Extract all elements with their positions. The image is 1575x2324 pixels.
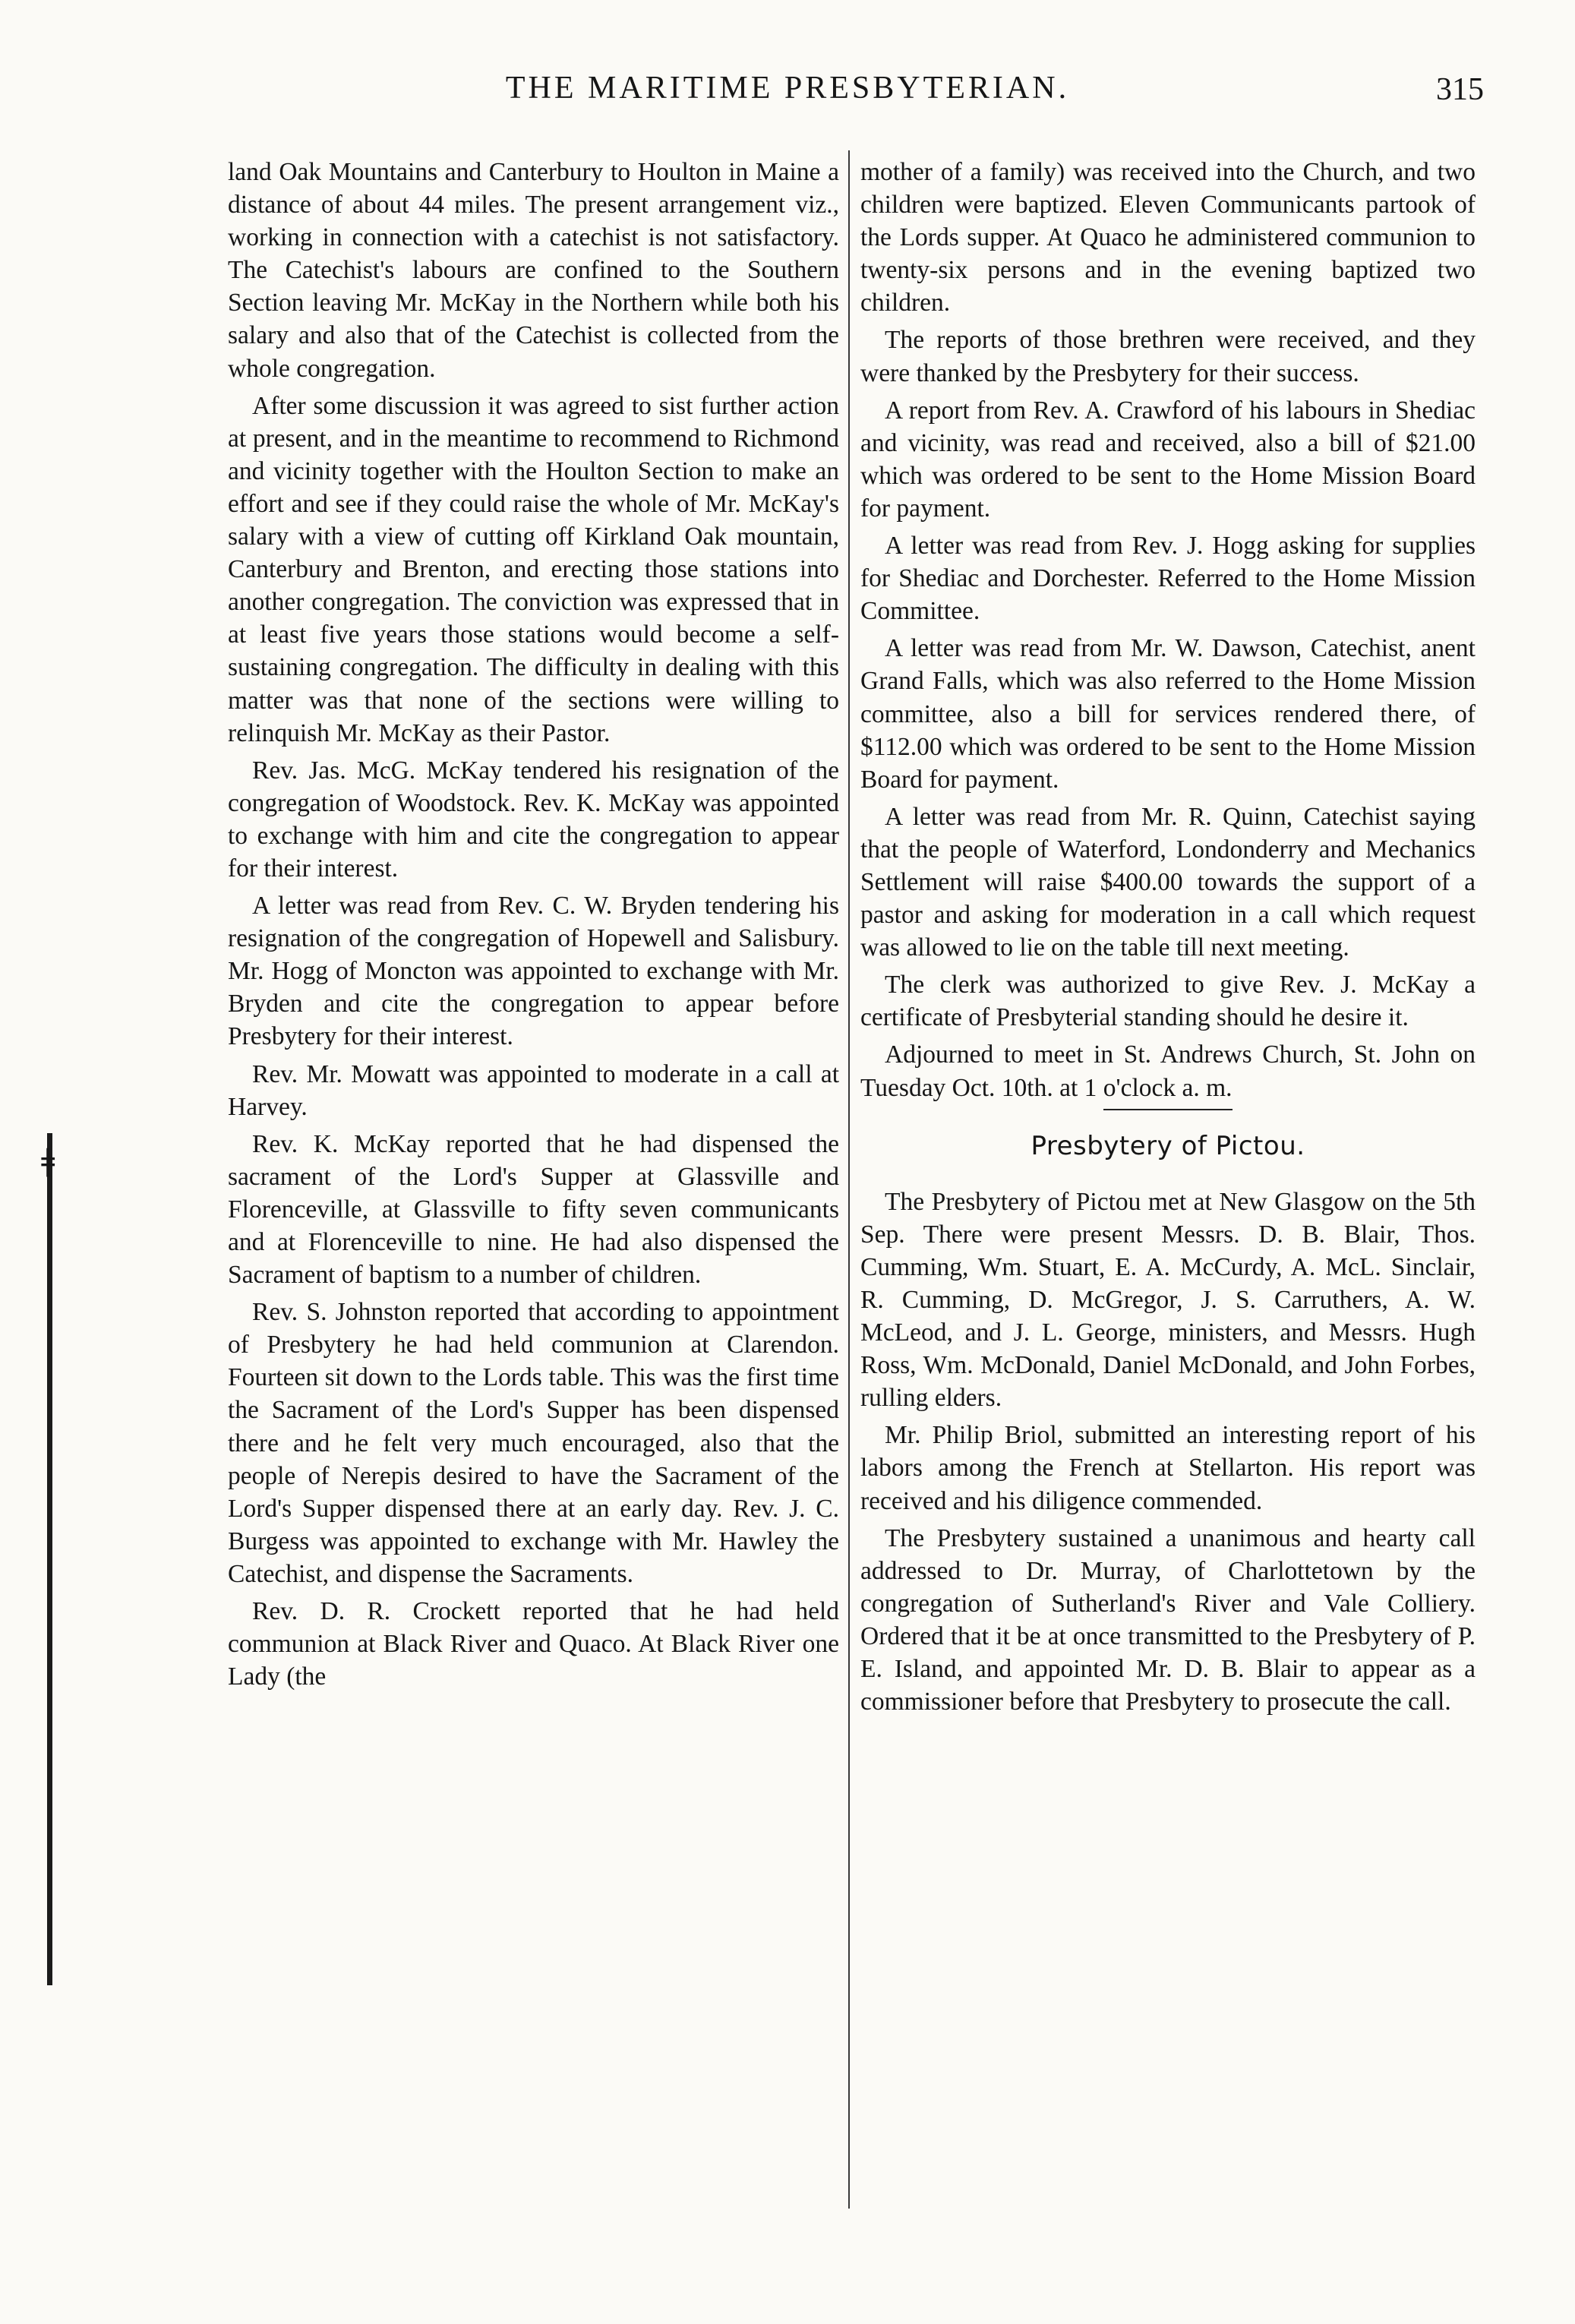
margin-pencil-mark: ǂ [41, 1143, 55, 1178]
paragraph: Rev. S. Johnston reported that according to appointment of Presbytery he had held communion at Clarendon. Fourteen sit down to the Lords table. This was the first time the Sacrament of the Lord's Supper has been dispensed there and he felt very much encouraged, also that the people of Nerepis desired to have the Sacrament of the Lord's Supper dispensed there at an early day. Rev. J. C. Burgess was appointed to exchange with Mr. Hawley the Catechist, and dispense the Sacraments. [228, 1298, 839, 1588]
left-column [228, 156, 839, 1697]
section-heading: Presbytery of Pictou. [1031, 1130, 1305, 1161]
right-column [860, 156, 1476, 1722]
paragraph: Adjourned to meet in St. Andrews Church, St. John on Tuesday Oct. 10th. at 1 o'clock a. m. [860, 1040, 1476, 1102]
paragraph: A letter was read from Mr. W. Dawson, Catechist, anent Grand Falls, which was also referred to the Home Mission committee, also a bill for services rendered there, of $112.00 which was ordered to be sent to the Home Mission Board for payment. [860, 634, 1476, 794]
paragraph: Rev. Mr. Mowatt was appointed to moderate in a call at Harvey. [228, 1059, 839, 1121]
margin-marker-bar [47, 1133, 52, 1985]
paragraph: Rev. K. McKay reported that he had dispensed the sacrament of the Lord's Supper at Glassville and Florenceville, at Glassville to fifty seven communicants and at Florenceville to nine. He had also dispensed the Sacrament of baptism to a number of children. [228, 1129, 839, 1290]
paragraph: land Oak Mountains and Canterbury to Houlton in Maine a distance of about 44 miles. The present arrangement viz., working in connection with a catechist is not satisfactory. The Catechist's labours are confined to the Southern Section leaving Mr. McKay in the Northern while both his salary and also that of the Catechist is collected from the whole congregation. [228, 158, 839, 383]
page-header [0, 70, 1575, 115]
paragraph: Mr. Philip Briol, submitted an interesting report of his labors among the French at Stellarton. His report was received and his diligence commended. [860, 1421, 1476, 1515]
page-number: 315 [1436, 72, 1484, 107]
paragraph: The Presbytery sustained a unanimous and hearty call addressed to Dr. Murray, of Charlottetown by the congregation of Sutherland's River and Vale Colliery. Ordered that it be at once transmitted to the Presbytery of P. E. Island, and appointed Mr. D. B. Blair to appear as a commissioner before that Presbytery to prosecute the call. [860, 1524, 1476, 1716]
paragraph: Rev. D. R. Crockett reported that he had held communion at Black River and Quaco. At Black River one Lady (the [228, 1597, 839, 1691]
paragraph: A letter was read from Rev. J. Hogg asking for supplies for Shediac and Dorchester. Referred to the Home Mission Committee. [860, 532, 1476, 626]
section-divider [1103, 1109, 1233, 1110]
paragraph: The reports of those brethren were received, and they were thanked by the Presbytery for their success. [860, 326, 1476, 387]
running-title: THE MARITIME PRESBYTERIAN. [505, 71, 1070, 106]
paragraph: A letter was read from Rev. C. W. Bryden tendering his resignation of the congregation of Hopewell and Salisbury. Mr. Hogg of Moncton was appointed to exchange with Mr. Bryden and cite the congregation to appear before Presbytery for their interest. [228, 892, 839, 1051]
paragraph: A report from Rev. A. Crawford of his labours in Shediac and vicinity, was read and received, also a bill of $21.00 which was ordered to be sent to the Home Mission Board for payment. [860, 396, 1476, 523]
paragraph: A letter was read from Mr. R. Quinn, Catechist saying that the people of Waterford, Londonderry and Mechanics Settlement will raise $400.00 towards the support of a pastor and asking for moderation in a call which request was allowed to lie on the table till next meeting. [860, 802, 1476, 962]
paragraph: mother of a family) was received into the Church, and two children were baptized. Eleven Communicants partook of the Lords supper. At Quaco he administered communion to twenty-six persons and in the evening baptized two children. [860, 158, 1476, 317]
paragraph: After some discussion it was agreed to sist further action at present, and in the meantime to recommend to Richmond and vicinity together with the Houlton Section to make an effort and see if they could raise the whole of Mr. McKay's salary with a view of cutting off Kirkland Oak mountain, Canterbury and Brenton, and erecting those stations into another congregation. The conviction was expressed that in at least five years those stations would become a self-sustaining congregation. The difficulty in dealing with this matter was that none of the sections were willing to relinquish Mr. McKay as their Pastor. [228, 391, 839, 747]
paragraph: The Presbytery of Pictou met at New Glasgow on the 5th Sep. There were present Messrs. D. B. Blair, Thos. Cumming, Wm. Stuart, E. A. McCurdy, A. McL. Sinclair, R. Cumming, D. McGregor, J. S. Carruthers, A. W. McLeod, and J. L. George, ministers, and Messrs. Hugh Ross, Wm. McDonald, Daniel McDonald, and John Forbes, rulling elders. [860, 1187, 1476, 1413]
paragraph: The clerk was authorized to give Rev. J. McKay a certificate of Presbyterial standing should he desire it. [860, 971, 1476, 1032]
paragraph: Rev. Jas. McG. McKay tendered his resignation of the congregation of Woodstock. Rev. K. McKay was appointed to exchange with him and cite the congregation to appear for their interest. [228, 756, 839, 883]
column-rule [848, 150, 850, 2209]
